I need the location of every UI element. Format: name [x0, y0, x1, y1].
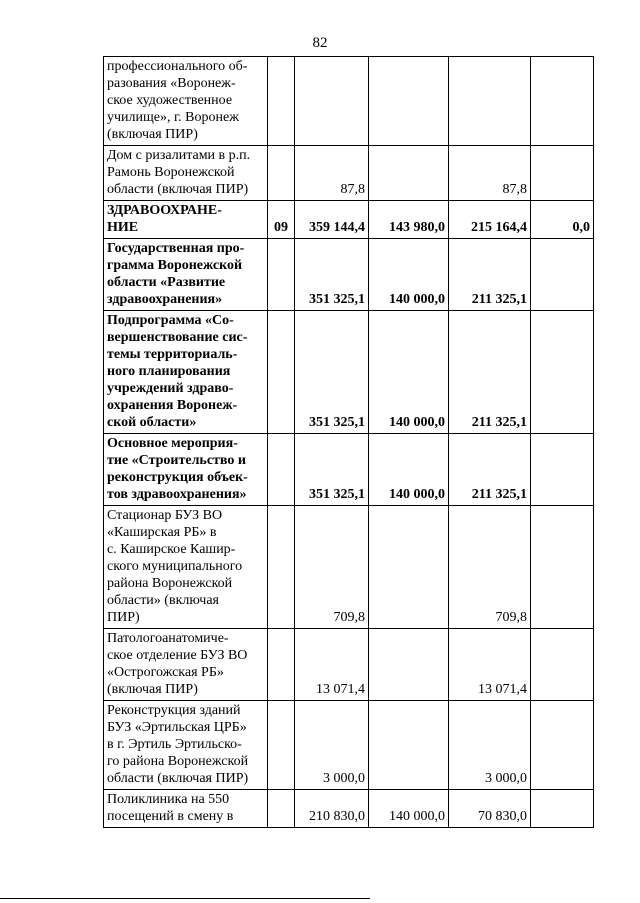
row-total-amount: 87,8 — [295, 146, 369, 201]
row-name-line: «Острогожская РБ» — [107, 665, 224, 680]
row-name-line: тов здравоохранения» — [107, 487, 247, 502]
row-section-code — [268, 146, 295, 201]
row-name-line: учреждений здраво- — [107, 381, 234, 396]
row-name-line: грамма Воронежской — [107, 258, 243, 273]
row-total-amount: 13 071,4 — [295, 629, 369, 701]
row-name — [104, 57, 268, 146]
row-amount-col2: 140 000,0 — [369, 239, 449, 311]
table-row — [104, 57, 594, 146]
row-name-line: (включая ПИР) — [107, 682, 198, 697]
row-amount-col2 — [369, 506, 449, 629]
row-amount-col2: 140 000,0 — [369, 790, 449, 828]
row-name-line: ного планирования — [107, 364, 231, 379]
row-name-line: ЗДРАВООХРАНЕ- — [107, 203, 222, 218]
row-amount-col3: 709,8 — [449, 506, 531, 629]
table-row — [104, 146, 594, 201]
row-amount-col3: 3 000,0 — [449, 701, 531, 790]
row-name-line: Реконструкция зданий — [107, 703, 241, 718]
row-total-amount: 351 325,1 — [295, 434, 369, 506]
row-name — [104, 790, 268, 828]
footer-divider — [0, 898, 370, 899]
row-amount-col3: 13 071,4 — [449, 629, 531, 701]
row-name-line: профессионального об- — [107, 59, 248, 74]
row-name-line: охранения Воронеж- — [107, 398, 238, 413]
row-amount-col4 — [531, 57, 594, 146]
row-name — [104, 434, 268, 506]
row-amount-col4 — [531, 790, 594, 828]
row-section-code — [268, 629, 295, 701]
row-total-amount: 3 000,0 — [295, 701, 369, 790]
row-section-code — [268, 701, 295, 790]
row-name-line: реконструкция объек- — [107, 470, 248, 485]
row-name-line: БУЗ «Эртильская ЦРБ» — [107, 720, 247, 735]
row-name-line: Поликлиника на 550 — [107, 792, 230, 807]
row-name-line: ской области» — [107, 415, 197, 430]
row-amount-col2 — [369, 57, 449, 146]
row-total-amount: 709,8 — [295, 506, 369, 629]
row-name-line: Дом с ризалитами в р.п. — [107, 148, 251, 163]
row-amount-col3: 211 325,1 — [449, 239, 531, 311]
row-name-line: го района Воронежской — [107, 754, 249, 769]
row-total-amount: 359 144,4 — [295, 201, 369, 239]
row-name-line: ПИР) — [107, 610, 140, 625]
row-name-line: Стационар БУЗ ВО — [107, 508, 223, 523]
row-amount-col4: 0,0 — [531, 201, 594, 239]
row-name-line: училище», г. Воронеж — [107, 110, 239, 125]
row-amount-col3: 70 830,0 — [449, 790, 531, 828]
row-section-code — [268, 239, 295, 311]
row-amount-col3: 211 325,1 — [449, 434, 531, 506]
row-amount-col4 — [531, 311, 594, 434]
row-name-line: Рамонь Воронежской — [107, 165, 235, 180]
row-name — [104, 239, 268, 311]
table-row — [104, 201, 594, 239]
row-amount-col3: 215 164,4 — [449, 201, 531, 239]
row-name-line: разования «Воронеж- — [107, 76, 236, 91]
table-row — [104, 790, 594, 828]
row-name — [104, 146, 268, 201]
row-amount-col3: 211 325,1 — [449, 311, 531, 434]
row-name — [104, 201, 268, 239]
row-name-line: темы территориаль- — [107, 347, 238, 362]
row-name-line: здравоохранения» — [107, 292, 223, 307]
row-section-code — [268, 434, 295, 506]
row-amount-col4 — [531, 146, 594, 201]
row-name-line: посещений в смену в — [107, 809, 234, 824]
row-amount-col3: 87,8 — [449, 146, 531, 201]
row-name-line: Основное мероприя- — [107, 436, 238, 451]
row-amount-col2 — [369, 146, 449, 201]
row-name-line: района Воронежской — [107, 576, 233, 591]
row-name-line: вершенствование сис- — [107, 330, 248, 345]
row-amount-col4 — [531, 629, 594, 701]
row-amount-col2 — [369, 629, 449, 701]
row-name-line: области (включая ПИР) — [107, 182, 249, 197]
row-name-line: области (включая ПИР) — [107, 771, 249, 786]
table-row — [104, 434, 594, 506]
page-number: 82 — [312, 35, 328, 51]
row-amount-col4 — [531, 506, 594, 629]
row-total-amount: 351 325,1 — [295, 311, 369, 434]
row-name-line: ское отделение БУЗ ВО — [107, 648, 248, 663]
budget-table-body — [104, 57, 594, 828]
row-amount-col4 — [531, 701, 594, 790]
row-amount-col4 — [531, 239, 594, 311]
row-section-code — [268, 790, 295, 828]
row-name-line: области» (включая — [107, 593, 219, 608]
table-row — [104, 701, 594, 790]
table-row — [104, 629, 594, 701]
row-section-code — [268, 57, 295, 146]
row-amount-col3 — [449, 57, 531, 146]
row-name-line: ское художественное — [107, 93, 233, 108]
row-amount-col2: 140 000,0 — [369, 434, 449, 506]
row-section-code — [268, 311, 295, 434]
row-amount-col2 — [369, 701, 449, 790]
row-name-line: Подпрограмма «Со- — [107, 313, 234, 328]
row-name-line: области «Развитие — [107, 275, 226, 290]
budget-table — [103, 56, 594, 828]
row-name-line: с. Каширское Кашир- — [107, 542, 236, 557]
table-row — [104, 506, 594, 629]
row-name-line: Патологоанатомиче- — [107, 631, 229, 646]
row-name-line: (включая ПИР) — [107, 127, 198, 142]
row-amount-col2: 143 980,0 — [369, 201, 449, 239]
row-name-line: НИЕ — [107, 220, 139, 235]
row-total-amount — [295, 57, 369, 146]
table-row — [104, 311, 594, 434]
table-row — [104, 239, 594, 311]
row-total-amount: 351 325,1 — [295, 239, 369, 311]
row-name-line: ского муниципального — [107, 559, 243, 574]
row-name-line: тие «Строительство и — [107, 453, 246, 468]
row-name — [104, 701, 268, 790]
row-name-line: в г. Эртиль Эртильско- — [107, 737, 242, 752]
row-amount-col2: 140 000,0 — [369, 311, 449, 434]
row-name-line: «Каширская РБ» в — [107, 525, 217, 540]
row-section-code — [268, 506, 295, 629]
row-name — [104, 506, 268, 629]
row-name — [104, 629, 268, 701]
row-section-code: 09 — [268, 201, 295, 239]
row-total-amount: 210 830,0 — [295, 790, 369, 828]
row-name — [104, 311, 268, 434]
row-amount-col4 — [531, 434, 594, 506]
row-name-line: Государственная про- — [107, 241, 245, 256]
